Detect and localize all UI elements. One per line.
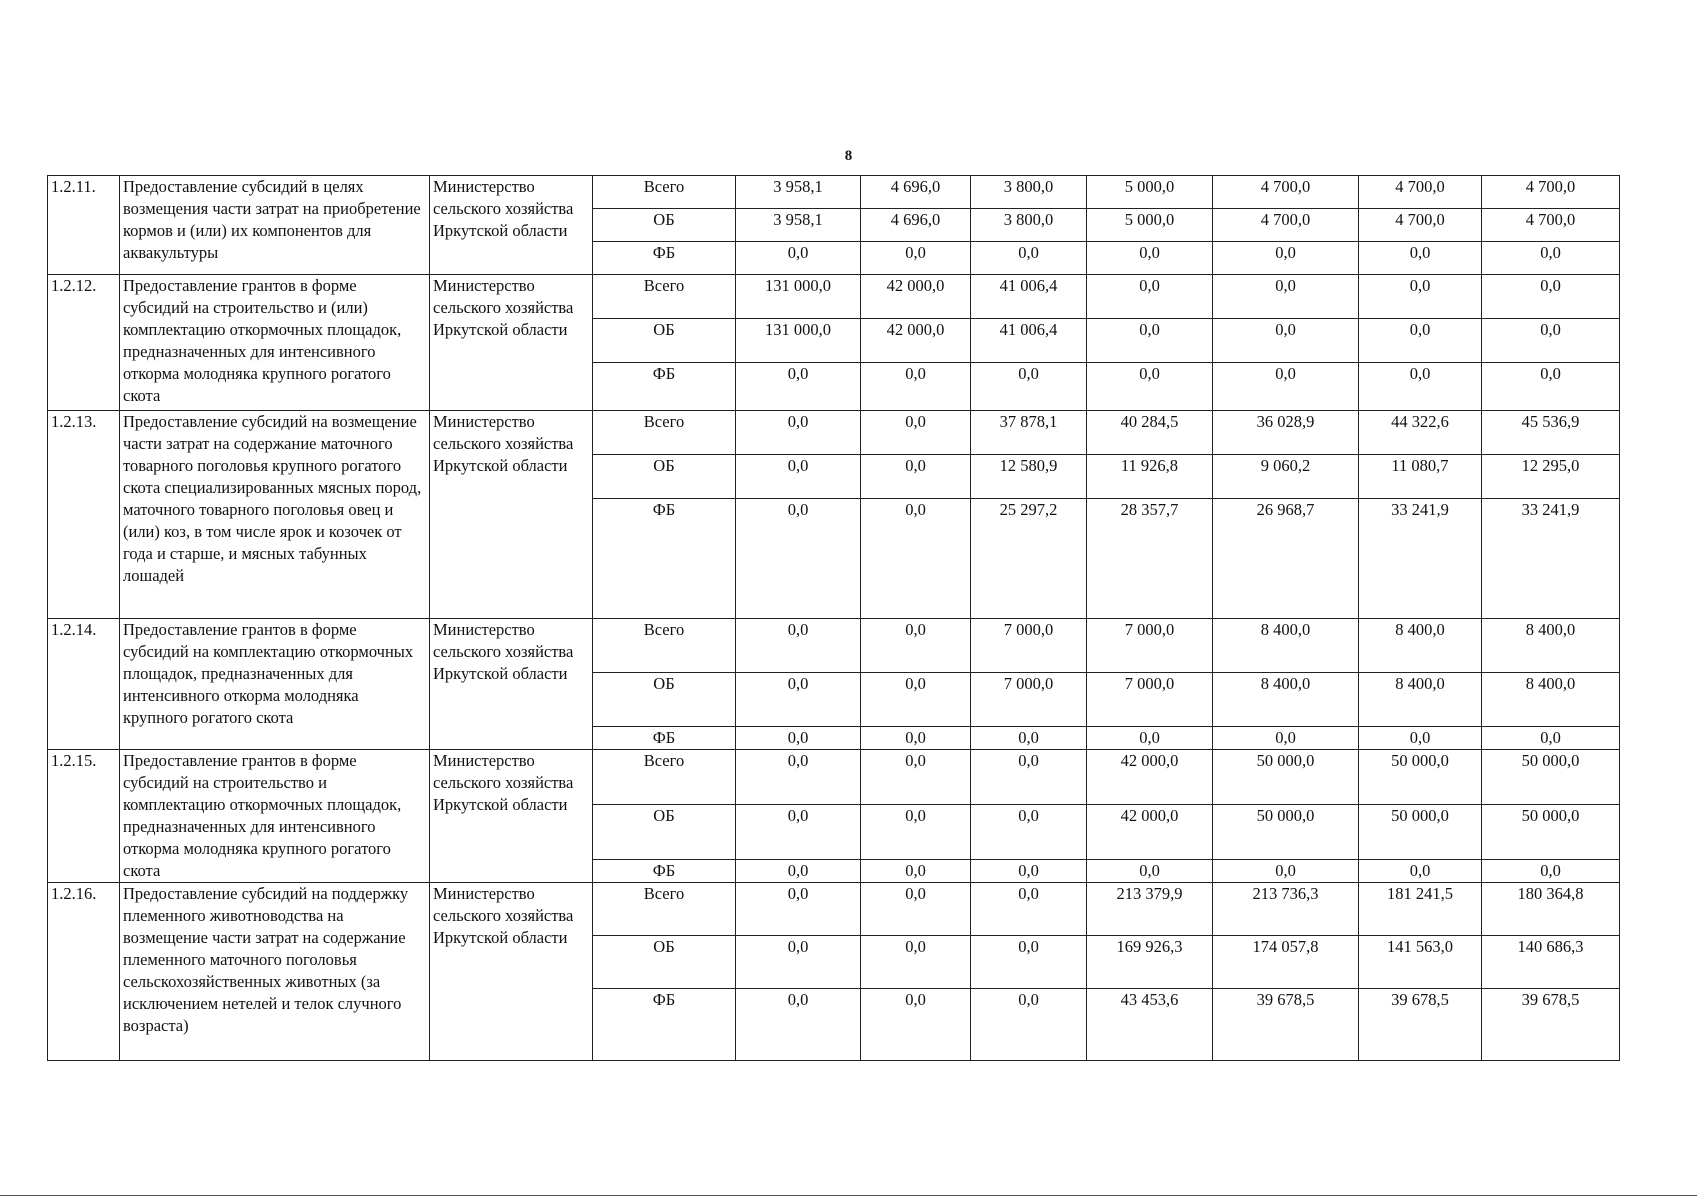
- funding-value: 0,0: [1359, 727, 1482, 750]
- funding-value: 0,0: [1359, 859, 1482, 882]
- funding-value: 213 379,9: [1087, 883, 1213, 936]
- page-number: 8: [844, 148, 853, 164]
- funding-value: 4 700,0: [1213, 176, 1359, 209]
- funding-value: 39 678,5: [1359, 989, 1482, 1061]
- funding-value: 7 000,0: [1087, 619, 1213, 673]
- funding-value: 0,0: [861, 455, 971, 499]
- funding-value: 11 080,7: [1359, 455, 1482, 499]
- funding-value: 0,0: [1482, 319, 1620, 363]
- funding-value: 0,0: [971, 727, 1087, 750]
- funding-value: 4 696,0: [861, 176, 971, 209]
- funding-value: 0,0: [1213, 859, 1359, 882]
- program-activities-table: [47, 175, 1620, 1061]
- funding-value: 0,0: [736, 363, 861, 411]
- activity-number: 1.2.14.: [48, 619, 120, 750]
- funding-value: 8 400,0: [1359, 619, 1482, 673]
- funding-value: 0,0: [971, 989, 1087, 1061]
- funding-value: 8 400,0: [1359, 673, 1482, 727]
- funding-value: 131 000,0: [736, 319, 861, 363]
- funding-value: 0,0: [736, 455, 861, 499]
- table-body: [48, 176, 1620, 1061]
- funding-value: 0,0: [1482, 727, 1620, 750]
- activity-description: Предоставление субсидий на поддержку племенного животноводства на возмещение части затрат на содержание племенного маточного поголовья сельскохозяйственных животных (за исключением нетелей и телок случного возраста): [120, 883, 430, 1061]
- funding-value: 26 968,7: [1213, 499, 1359, 619]
- funding-value: 50 000,0: [1359, 750, 1482, 805]
- table-row: [48, 619, 1620, 673]
- funding-value: 0,0: [736, 499, 861, 619]
- funding-value: 11 926,8: [1087, 455, 1213, 499]
- responsible-executor: Министерство сельского хозяйства Иркутской области: [430, 275, 593, 411]
- funding-value: 0,0: [971, 936, 1087, 989]
- funding-value: 131 000,0: [736, 275, 861, 319]
- funding-value: 169 926,3: [1087, 936, 1213, 989]
- funding-source-label: ФБ: [593, 363, 736, 411]
- funding-value: 0,0: [861, 673, 971, 727]
- funding-value: 4 700,0: [1482, 209, 1620, 242]
- funding-source-label: ОБ: [593, 209, 736, 242]
- funding-value: 0,0: [861, 242, 971, 275]
- funding-value: 4 700,0: [1359, 209, 1482, 242]
- funding-value: 0,0: [736, 859, 861, 882]
- funding-value: 0,0: [971, 750, 1087, 805]
- funding-source-label: ФБ: [593, 989, 736, 1061]
- funding-value: 45 536,9: [1482, 411, 1620, 455]
- funding-value: 180 364,8: [1482, 883, 1620, 936]
- table-row: [48, 275, 1620, 319]
- funding-value: 0,0: [1087, 319, 1213, 363]
- funding-value: 181 241,5: [1359, 883, 1482, 936]
- funding-value: 0,0: [736, 883, 861, 936]
- funding-value: 141 563,0: [1359, 936, 1482, 989]
- funding-source-label: ФБ: [593, 499, 736, 619]
- funding-source-label: ОБ: [593, 936, 736, 989]
- funding-value: 0,0: [971, 242, 1087, 275]
- funding-source-label: ФБ: [593, 242, 736, 275]
- funding-source-label: Всего: [593, 275, 736, 319]
- funding-value: 28 357,7: [1087, 499, 1213, 619]
- funding-value: 0,0: [1213, 275, 1359, 319]
- responsible-executor: Министерство сельского хозяйства Иркутской области: [430, 176, 593, 275]
- funding-value: 0,0: [861, 619, 971, 673]
- funding-value: 0,0: [1359, 319, 1482, 363]
- funding-value: 41 006,4: [971, 275, 1087, 319]
- funding-value: 0,0: [1482, 275, 1620, 319]
- funding-value: 0,0: [1213, 242, 1359, 275]
- funding-value: 42 000,0: [1087, 750, 1213, 805]
- funding-value: 0,0: [736, 242, 861, 275]
- funding-value: 8 400,0: [1213, 619, 1359, 673]
- funding-value: 50 000,0: [1482, 804, 1620, 859]
- funding-value: 0,0: [736, 673, 861, 727]
- funding-value: 3 800,0: [971, 176, 1087, 209]
- funding-value: 50 000,0: [1359, 804, 1482, 859]
- funding-value: 0,0: [736, 411, 861, 455]
- funding-source-label: Всего: [593, 750, 736, 805]
- funding-value: 0,0: [1359, 275, 1482, 319]
- funding-value: 5 000,0: [1087, 176, 1213, 209]
- funding-value: 0,0: [736, 936, 861, 989]
- funding-source-label: ОБ: [593, 455, 736, 499]
- responsible-executor: Министерство сельского хозяйства Иркутской области: [430, 619, 593, 750]
- table-row: [48, 883, 1620, 936]
- funding-value: 8 400,0: [1482, 673, 1620, 727]
- funding-value: 8 400,0: [1482, 619, 1620, 673]
- funding-value: 39 678,5: [1213, 989, 1359, 1061]
- funding-source-label: ФБ: [593, 727, 736, 750]
- funding-value: 0,0: [1087, 363, 1213, 411]
- funding-value: 41 006,4: [971, 319, 1087, 363]
- funding-source-label: ОБ: [593, 804, 736, 859]
- responsible-executor: Министерство сельского хозяйства Иркутской области: [430, 883, 593, 1061]
- activity-number: 1.2.12.: [48, 275, 120, 411]
- funding-value: 0,0: [1213, 727, 1359, 750]
- funding-value: 40 284,5: [1087, 411, 1213, 455]
- funding-value: 0,0: [1482, 859, 1620, 882]
- funding-value: 140 686,3: [1482, 936, 1620, 989]
- responsible-executor: Министерство сельского хозяйства Иркутской области: [430, 750, 593, 883]
- funding-value: 0,0: [861, 989, 971, 1061]
- funding-value: 0,0: [861, 411, 971, 455]
- funding-value: 39 678,5: [1482, 989, 1620, 1061]
- funding-value: 12 295,0: [1482, 455, 1620, 499]
- funding-value: 0,0: [1213, 363, 1359, 411]
- funding-value: 0,0: [1482, 363, 1620, 411]
- funding-value: 0,0: [1482, 242, 1620, 275]
- funding-value: 42 000,0: [861, 275, 971, 319]
- activity-description: Предоставление субсидий в целях возмещения части затрат на приобретение кормов и (или) их компонентов для аквакультуры: [120, 176, 430, 275]
- funding-value: 4 700,0: [1359, 176, 1482, 209]
- activity-number: 1.2.11.: [48, 176, 120, 275]
- funding-value: 174 057,8: [1213, 936, 1359, 989]
- funding-value: 37 878,1: [971, 411, 1087, 455]
- funding-value: 0,0: [971, 363, 1087, 411]
- funding-value: 42 000,0: [861, 319, 971, 363]
- funding-value: 0,0: [1359, 242, 1482, 275]
- funding-value: 42 000,0: [1087, 804, 1213, 859]
- funding-value: 0,0: [971, 804, 1087, 859]
- funding-source-label: Всего: [593, 883, 736, 936]
- funding-value: 7 000,0: [1087, 673, 1213, 727]
- funding-value: 0,0: [736, 804, 861, 859]
- funding-value: 4 700,0: [1213, 209, 1359, 242]
- funding-value: 0,0: [736, 750, 861, 805]
- funding-value: 12 580,9: [971, 455, 1087, 499]
- activity-description: Предоставление грантов в форме субсидий на комплектацию откормочных площадок, предназначенных для интенсивного откорма молодняка крупного рогатого скота: [120, 619, 430, 750]
- funding-value: 0,0: [1359, 363, 1482, 411]
- funding-value: 0,0: [736, 727, 861, 750]
- funding-value: 0,0: [1087, 727, 1213, 750]
- funding-source-label: ОБ: [593, 319, 736, 363]
- funding-value: 5 000,0: [1087, 209, 1213, 242]
- scan-bottom-edge: [0, 1195, 1697, 1196]
- funding-value: 7 000,0: [971, 619, 1087, 673]
- funding-source-label: Всего: [593, 176, 736, 209]
- table-row: [48, 750, 1620, 805]
- funding-value: 43 453,6: [1087, 989, 1213, 1061]
- table-row: [48, 411, 1620, 455]
- activity-description: Предоставление субсидий на возмещение части затрат на содержание маточного товарного поголовья крупного рогатого скота специализированных мясных пород, маточного товарного поголовья овец и (или) коз, в том числе ярок и козочек от года и старше, и мясных табунных лошадей: [120, 411, 430, 619]
- funding-value: 0,0: [1087, 859, 1213, 882]
- funding-source-label: ОБ: [593, 673, 736, 727]
- funding-value: 0,0: [861, 859, 971, 882]
- funding-value: 50 000,0: [1213, 804, 1359, 859]
- funding-value: 0,0: [736, 619, 861, 673]
- funding-source-label: Всего: [593, 619, 736, 673]
- funding-value: 0,0: [861, 363, 971, 411]
- table-row: [48, 176, 1620, 209]
- funding-value: 33 241,9: [1482, 499, 1620, 619]
- funding-value: 0,0: [861, 727, 971, 750]
- activity-description: Предоставление грантов в форме субсидий на строительство и (или) комплектацию откормочных площадок, предназначенных для интенсивного откорма молодняка крупного рогатого скота: [120, 275, 430, 411]
- funding-value: 0,0: [1087, 275, 1213, 319]
- funding-value: 0,0: [861, 883, 971, 936]
- funding-value: 0,0: [861, 936, 971, 989]
- funding-value: 213 736,3: [1213, 883, 1359, 936]
- funding-value: 8 400,0: [1213, 673, 1359, 727]
- activity-description: Предоставление грантов в форме субсидий на строительство и комплектацию откормочных площадок, предназначенных для интенсивного откорма молодняка крупного рогатого скота: [120, 750, 430, 883]
- funding-value: 50 000,0: [1482, 750, 1620, 805]
- funding-value: 3 800,0: [971, 209, 1087, 242]
- funding-value: 4 700,0: [1482, 176, 1620, 209]
- funding-value: 9 060,2: [1213, 455, 1359, 499]
- funding-value: 0,0: [971, 883, 1087, 936]
- responsible-executor: Министерство сельского хозяйства Иркутской области: [430, 411, 593, 619]
- funding-value: 0,0: [861, 804, 971, 859]
- activity-number: 1.2.13.: [48, 411, 120, 619]
- funding-value: 33 241,9: [1359, 499, 1482, 619]
- funding-value: 7 000,0: [971, 673, 1087, 727]
- activity-number: 1.2.16.: [48, 883, 120, 1061]
- funding-value: 0,0: [971, 859, 1087, 882]
- funding-source-label: ФБ: [593, 859, 736, 882]
- funding-value: 3 958,1: [736, 176, 861, 209]
- funding-value: 50 000,0: [1213, 750, 1359, 805]
- funding-value: 0,0: [1213, 319, 1359, 363]
- funding-value: 0,0: [861, 750, 971, 805]
- funding-value: 0,0: [1087, 242, 1213, 275]
- funding-value: 25 297,2: [971, 499, 1087, 619]
- funding-value: 44 322,6: [1359, 411, 1482, 455]
- funding-source-label: Всего: [593, 411, 736, 455]
- funding-value: 0,0: [861, 499, 971, 619]
- funding-value: 4 696,0: [861, 209, 971, 242]
- funding-value: 36 028,9: [1213, 411, 1359, 455]
- funding-value: 0,0: [736, 989, 861, 1061]
- funding-value: 3 958,1: [736, 209, 861, 242]
- activity-number: 1.2.15.: [48, 750, 120, 883]
